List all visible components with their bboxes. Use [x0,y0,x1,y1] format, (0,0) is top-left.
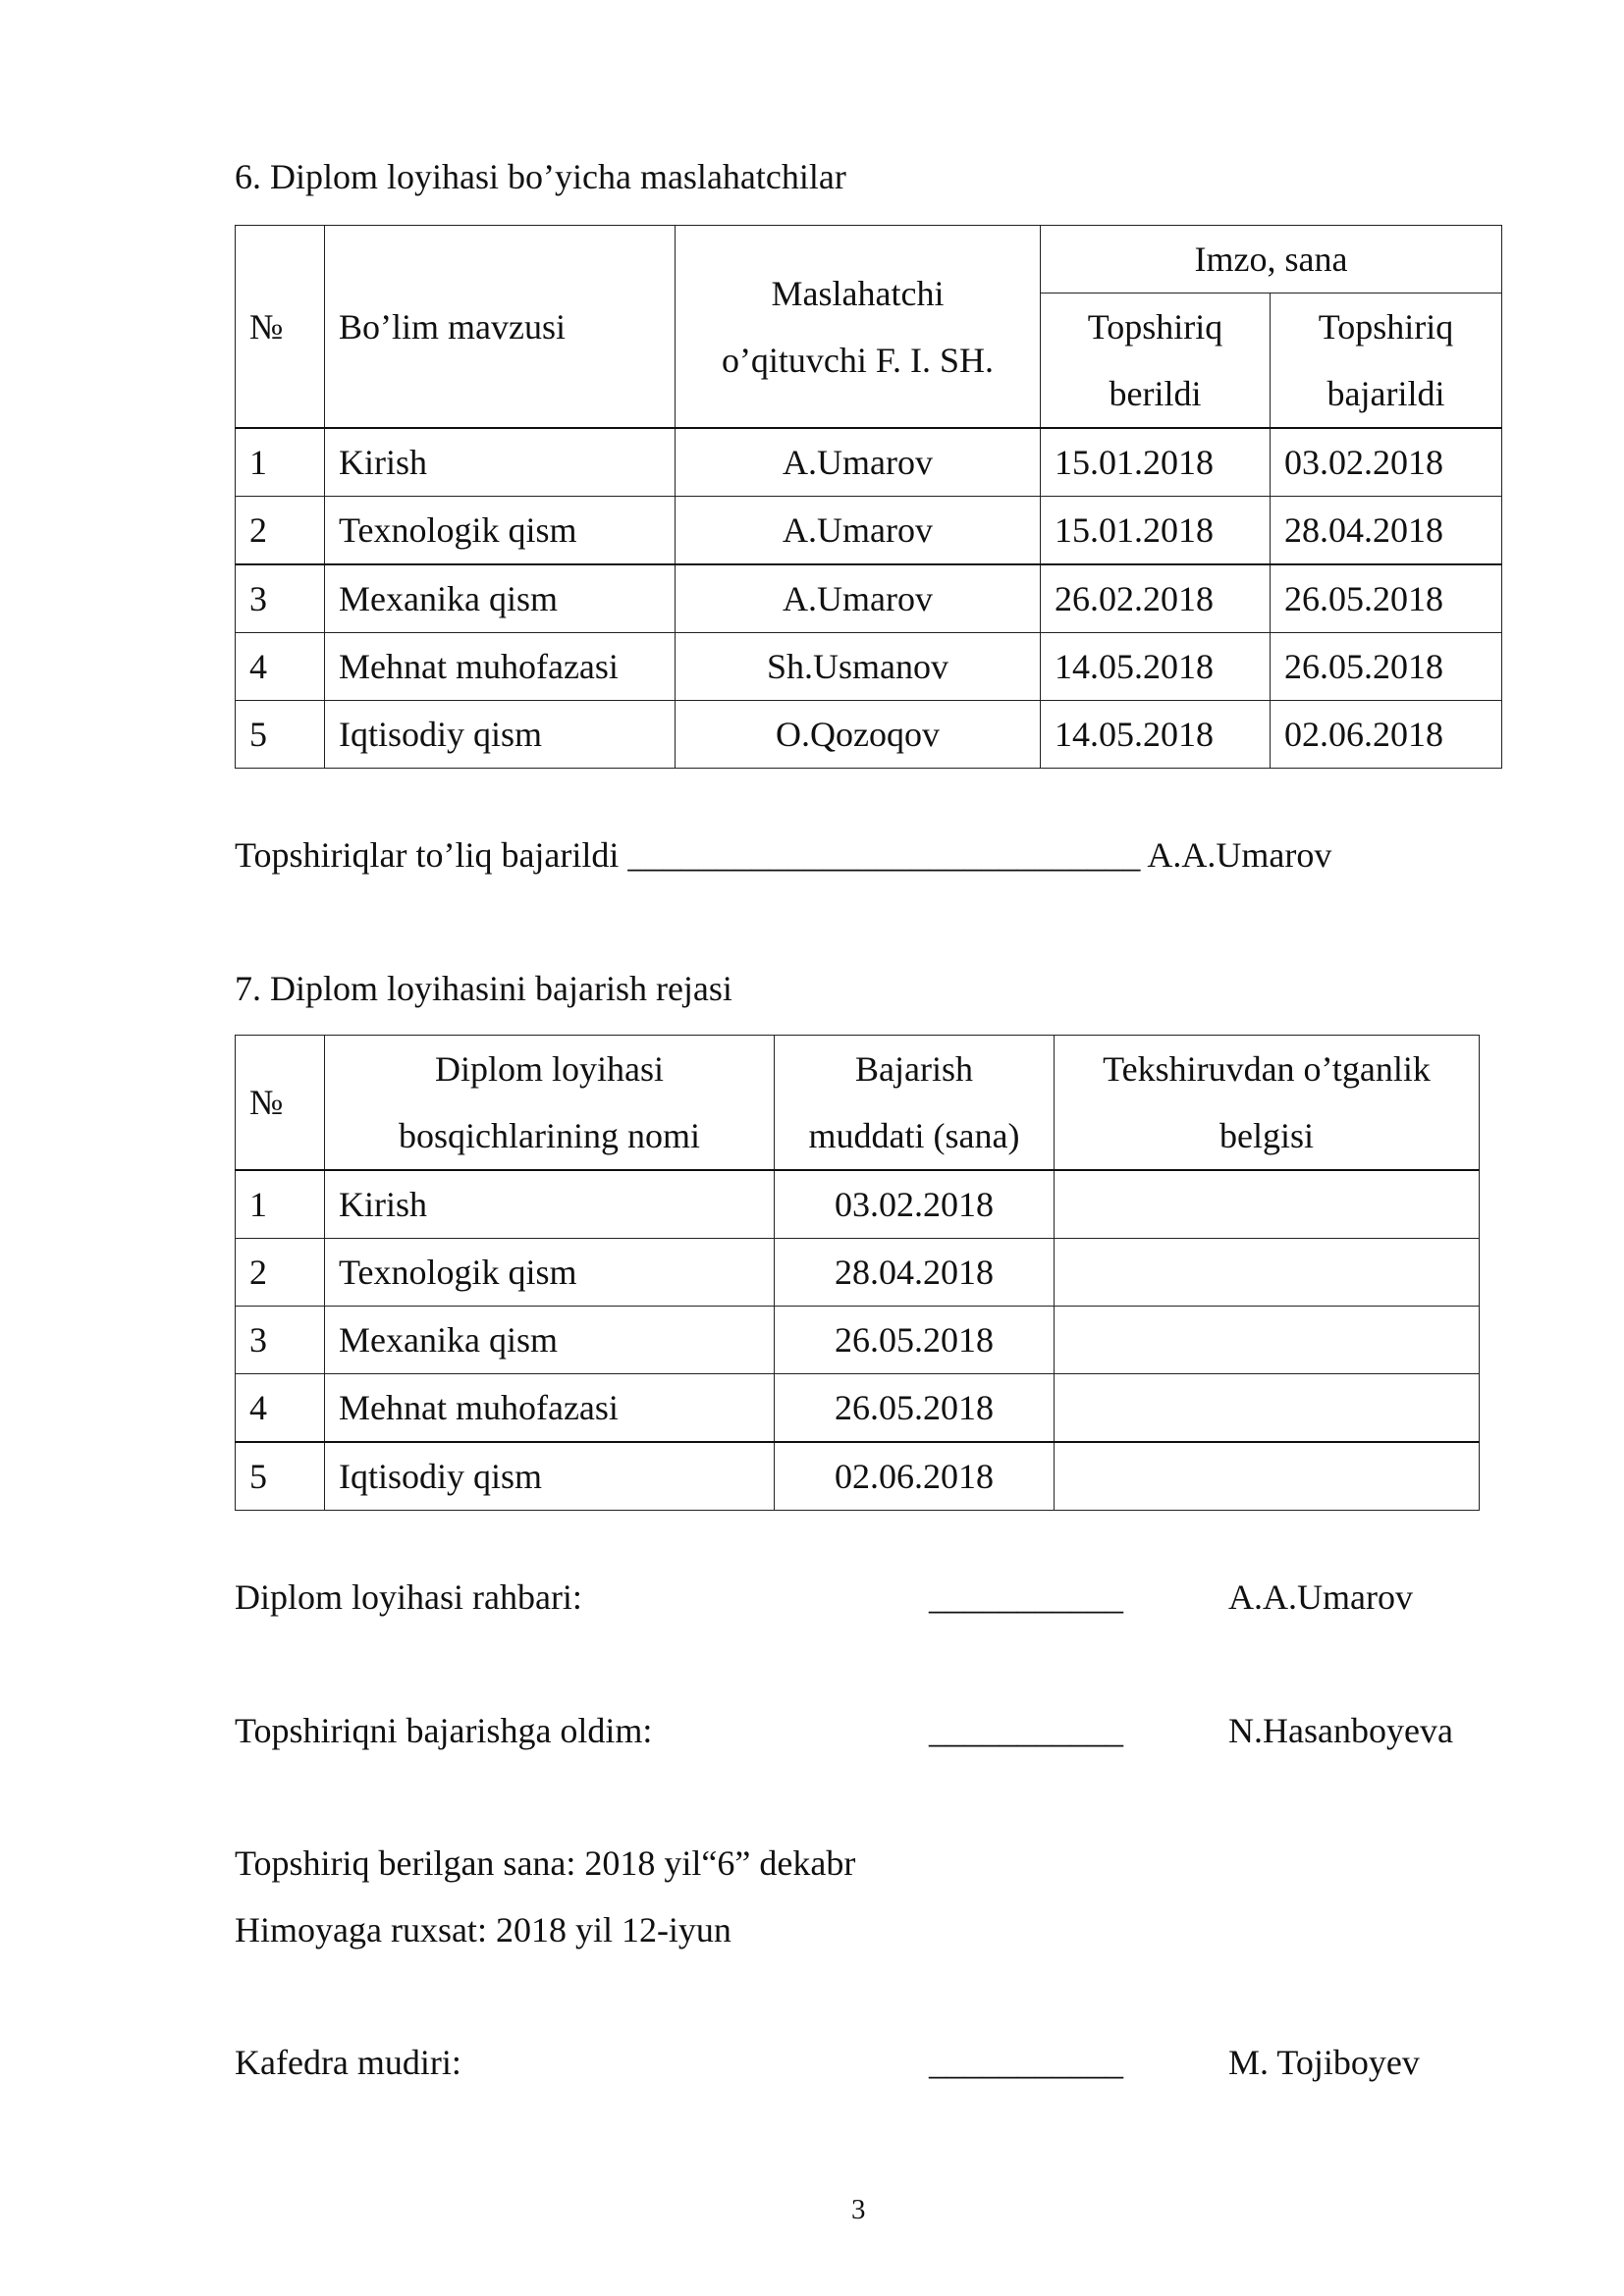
table-row [236,1239,1480,1307]
cell-done: 26.05.2018 [1271,633,1502,701]
header-given-line2: berildi [1109,374,1202,413]
header-stage [325,1036,775,1171]
supervisor-label: Diplom loyihasi rahbari: [235,1577,582,1617]
header-advisor [676,226,1041,429]
cell-stage: Mexanika qism [325,1307,775,1374]
student-signature-blank: ___________ [929,1711,1123,1750]
cell-no: 3 [236,1307,325,1374]
header-done-line1: Topshiriq [1318,307,1454,347]
cell-no: 3 [236,564,325,633]
supervisor-signature-blank: ___________ [929,1577,1123,1617]
student-label: Topshiriqni bajarishga oldim: [235,1711,653,1750]
header-no: № [236,1036,325,1171]
cell-no: 1 [236,1170,325,1239]
section6-heading: 6. Diplom loyihasi bo’yicha maslahatchilar [235,157,846,196]
issue-date: Topshiriq berilgan sana: 2018 yil“6” dekabr [235,1843,856,1883]
cell-topic: Iqtisodiy qism [325,701,676,769]
cell-given: 15.01.2018 [1041,497,1271,565]
header-advisor-line2: o’qituvchi F. I. SH. [721,340,995,380]
header-check [1055,1036,1480,1171]
cell-topic: Mexanika qism [325,564,676,633]
table-row [236,564,1502,633]
cell-no: 1 [236,428,325,497]
header-topic: Bo’lim mavzusi [325,226,676,429]
cell-no: 5 [236,701,325,769]
cell-stage: Texnologik qism [325,1239,775,1307]
cell-no: 4 [236,1374,325,1443]
defense-permission: Himoyaga ruxsat: 2018 yil 12-iyun [235,1910,731,1949]
cell-check [1055,1442,1480,1511]
cell-no: 4 [236,633,325,701]
header-done [1271,294,1502,429]
plan-table [235,1035,1480,1511]
table-row [236,701,1502,769]
header-done-line2: bajarildi [1326,374,1445,413]
header-deadline [775,1036,1055,1171]
cell-done: 26.05.2018 [1271,564,1502,633]
cell-no: 2 [236,1239,325,1307]
header-no: № [236,226,325,429]
cell-given: 26.02.2018 [1041,564,1271,633]
student-name: N.Hasanboyeva [1228,1711,1453,1750]
table-row [236,633,1502,701]
head-name: M. Tojiboyev [1228,2043,1420,2082]
cell-topic: Texnologik qism [325,497,676,565]
table-row [236,1374,1480,1443]
head-signature-blank: ___________ [929,2043,1123,2082]
cell-stage: Mehnat muhofazasi [325,1374,775,1443]
cell-check [1055,1239,1480,1307]
cell-check [1055,1374,1480,1443]
cell-deadline: 26.05.2018 [775,1307,1055,1374]
cell-no: 2 [236,497,325,565]
table-row [236,1307,1480,1374]
header-check-line2: belgisi [1219,1116,1314,1155]
table-row [236,1442,1480,1511]
header-deadline-line2: muddati (sana) [808,1116,1020,1155]
cell-check [1055,1307,1480,1374]
header-deadline-line1: Bajarish [855,1049,973,1089]
cell-deadline: 28.04.2018 [775,1239,1055,1307]
cell-done: 03.02.2018 [1271,428,1502,497]
cell-given: 14.05.2018 [1041,701,1271,769]
cell-deadline: 02.06.2018 [775,1442,1055,1511]
table-row [236,1170,1480,1239]
supervisor-name: A.A.Umarov [1228,1577,1413,1617]
cell-deadline: 03.02.2018 [775,1170,1055,1239]
header-given [1041,294,1271,429]
cell-stage: Kirish [325,1170,775,1239]
cell-advisor: Sh.Usmanov [676,633,1041,701]
table-row [236,497,1502,565]
cell-deadline: 26.05.2018 [775,1374,1055,1443]
header-stage-line2: bosqichlarining nomi [399,1116,700,1155]
cell-given: 14.05.2018 [1041,633,1271,701]
header-advisor-line1: Maslahatchi [771,273,945,313]
cell-no: 5 [236,1442,325,1511]
cell-advisor: A.Umarov [676,428,1041,497]
cell-done: 28.04.2018 [1271,497,1502,565]
section7-heading: 7. Diplom loyihasini bajarish rejasi [235,969,732,1008]
cell-advisor: A.Umarov [676,497,1041,565]
table-row [236,428,1502,497]
cell-check [1055,1170,1480,1239]
header-signature-group: Imzo, sana [1041,226,1502,294]
header-check-line1: Tekshiruvdan o’tganlik [1103,1049,1431,1089]
cell-topic: Kirish [325,428,676,497]
page-number: 3 [851,2194,866,2225]
cell-given: 15.01.2018 [1041,428,1271,497]
cell-advisor: O.Qozoqov [676,701,1041,769]
completion-line: Topshiriqlar to’liq bajarildi _____________________________ A.A.Umarov [235,835,1332,875]
cell-done: 02.06.2018 [1271,701,1502,769]
head-label: Kafedra mudiri: [235,2043,461,2082]
header-given-line1: Topshiriq [1087,307,1223,347]
advisors-table [235,225,1502,769]
cell-advisor: A.Umarov [676,564,1041,633]
cell-stage: Iqtisodiy qism [325,1442,775,1511]
header-stage-line1: Diplom loyihasi [435,1049,664,1089]
cell-topic: Mehnat muhofazasi [325,633,676,701]
